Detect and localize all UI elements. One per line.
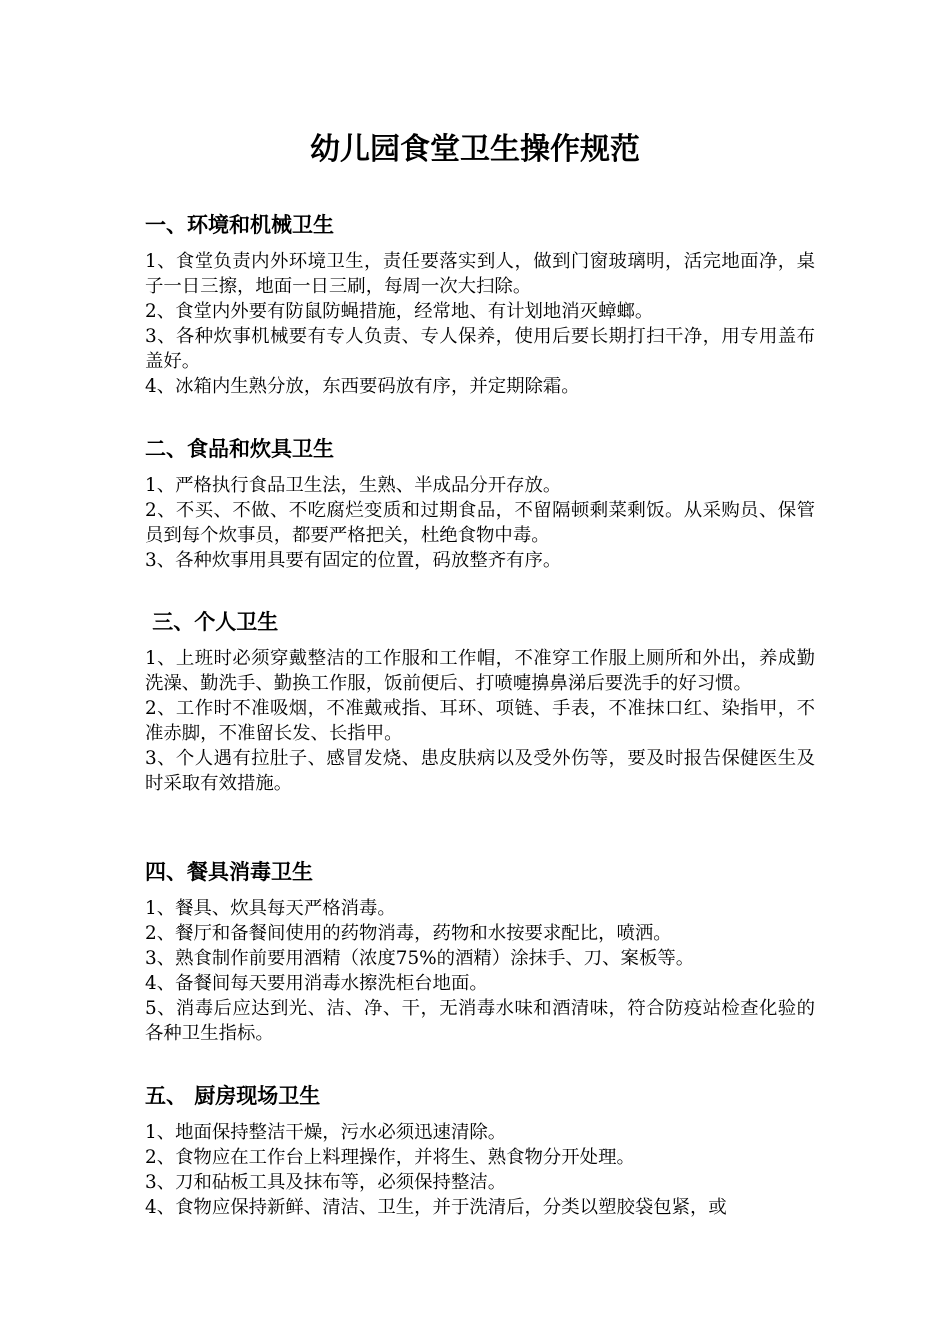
paragraph: 2、不买、不做、不吃腐烂变质和过期食品，不留隔顿剩菜剩饭。从采购员、保管员到每个炊事员，都要严格把关，杜绝食物中毒。 xyxy=(145,500,815,546)
paragraph: 1、严格执行食品卫生法，生熟、半成品分开存放。 xyxy=(145,475,562,496)
paragraph: 3、刀和砧板工具及抹布等，必须保持整洁。 xyxy=(145,1172,507,1193)
paragraph: 2、食堂内外要有防鼠防蝇措施，经常地、有计划地消灭蟑螂。 xyxy=(145,301,654,322)
document-title: 幼儿园食堂卫生操作规范 xyxy=(310,132,640,167)
paragraph: 2、食物应在工作台上料理操作，并将生、熟食物分开处理。 xyxy=(145,1147,635,1168)
paragraph: 1、上班时必须穿戴整洁的工作服和工作帽，不准穿工作服上厕所和外出，养成勤洗澡、勤洗手、勤换工作服，饭前便后、打喷嚏擤鼻涕后要洗手的好习惯。 xyxy=(145,648,815,694)
section-heading: 五、 厨房现场卫生 xyxy=(145,1084,321,1108)
paragraph: 3、熟食制作前要用酒精（浓度75%的酒精）涂抹手、刀、案板等。 xyxy=(145,948,695,969)
paragraph: 4、备餐间每天要用消毒水擦洗柜台地面。 xyxy=(145,973,488,994)
paragraph: 1、地面保持整洁干燥，污水必须迅速清除。 xyxy=(145,1122,507,1143)
paragraph: 2、工作时不准吸烟，不准戴戒指、耳环、项链、手表，不准抹口红、染指甲，不准赤脚，不准留长发、长指甲。 xyxy=(145,698,815,744)
paragraph: 3、各种炊事用具要有固定的位置，码放整齐有序。 xyxy=(145,550,562,571)
paragraph: 4、冰箱内生熟分放，东西要码放有序，并定期除霜。 xyxy=(145,376,580,397)
paragraph: 3、各种炊事机械要有专人负责、专人保养，使用后要长期打扫干净，用专用盖布盖好。 xyxy=(145,326,815,372)
section-kitchen-site xyxy=(145,1081,815,1220)
paragraph: 1、餐具、炊具每天严格消毒。 xyxy=(145,898,396,919)
section-tableware-disinfection xyxy=(145,857,815,1046)
section-food-cookware xyxy=(145,434,815,573)
section-heading: 一、环境和机械卫生 xyxy=(145,213,334,237)
paragraph: 2、餐厅和备餐间使用的药物消毒，药物和水按要求配比，喷洒。 xyxy=(145,923,672,944)
section-heading: 四、餐具消毒卫生 xyxy=(145,860,313,884)
section-heading: 三、个人卫生 xyxy=(145,610,279,634)
section-personal-hygiene xyxy=(145,607,815,796)
section-heading: 二、食品和炊具卫生 xyxy=(145,437,334,461)
section-environment-machinery xyxy=(145,210,815,399)
paragraph: 4、食物应保持新鲜、清洁、卫生，并于洗清后，分类以塑胶袋包紧，或 xyxy=(145,1197,727,1218)
paragraph: 5、消毒后应达到光、洁、净、干，无消毒水味和酒清味，符合防疫站检查化验的各种卫生指标。 xyxy=(145,998,815,1044)
paragraph: 1、食堂负责内外环境卫生，责任要落实到人，做到门窗玻璃明，活完地面净，桌子一日三擦，地面一日三刷，每周一次大扫除。 xyxy=(145,251,815,297)
paragraph: 3、个人遇有拉肚子、感冒发烧、患皮肤病以及受外伤等，要及时报告保健医生及时采取有效措施。 xyxy=(145,748,815,794)
